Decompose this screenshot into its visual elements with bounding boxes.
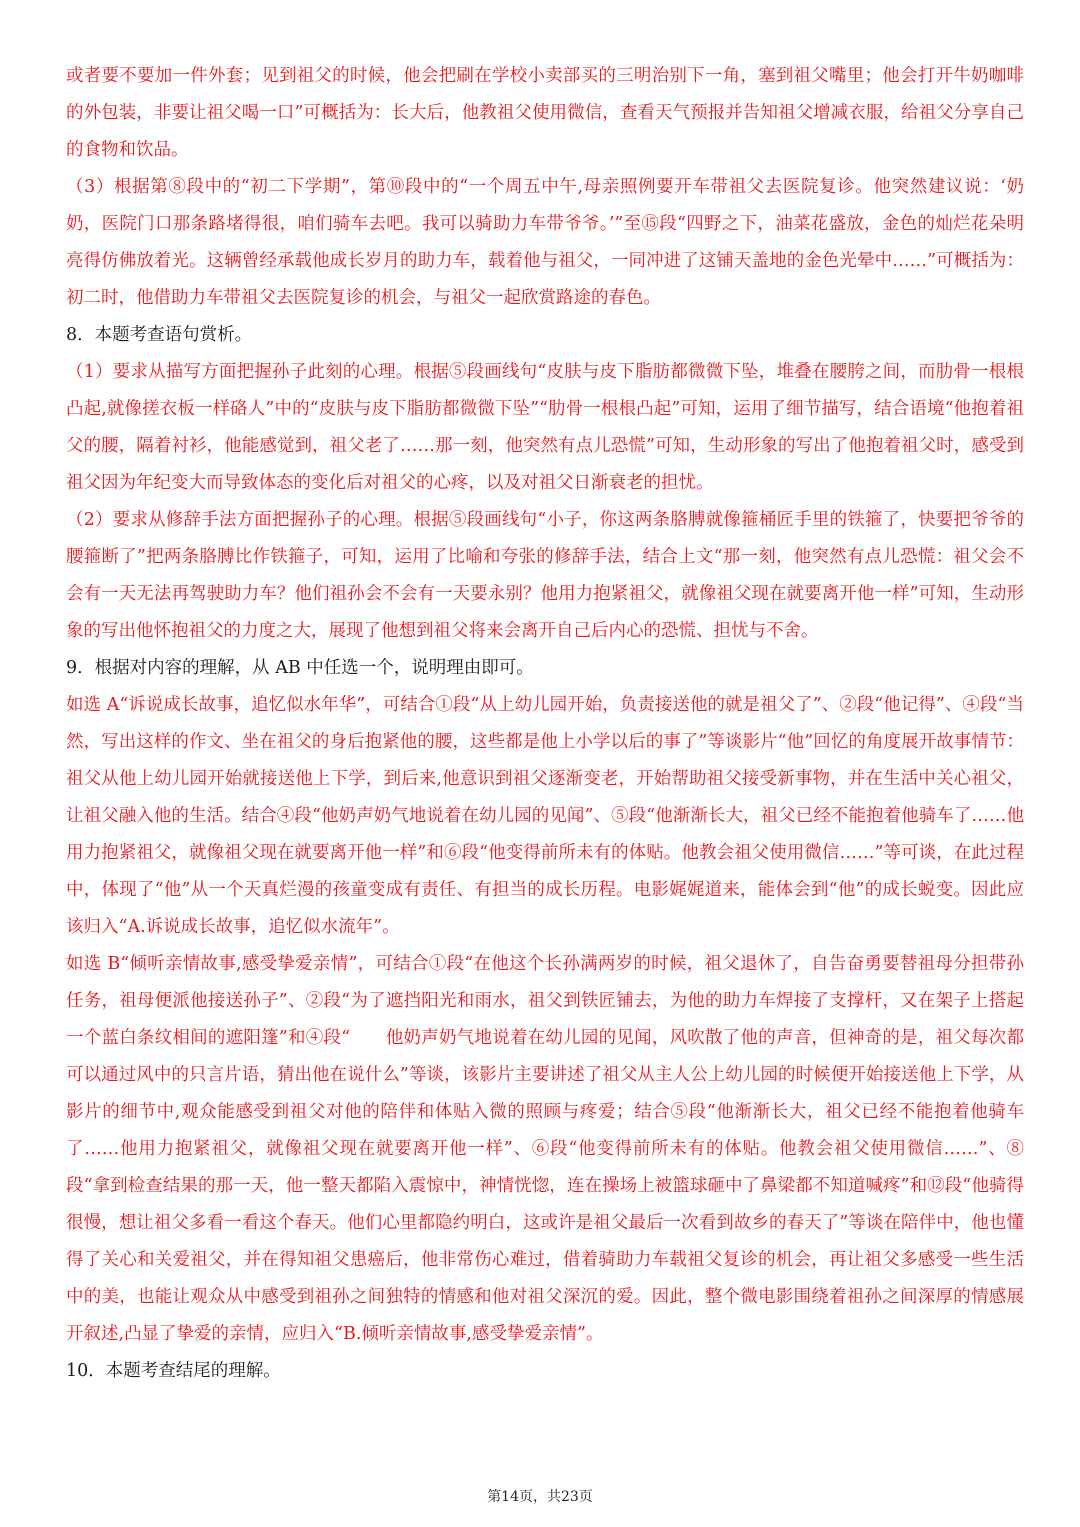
heading-question-8: 8．本题考查语句赏析。	[66, 325, 253, 345]
page-number-footer: 第14页，共23页	[487, 1489, 593, 1505]
heading-question-10: 10．本题考查结尾的理解。	[66, 1361, 281, 1381]
paragraph-answer-9-option-a: 如选 A“诉说成长故事，追忆似水年华”，可结合①段“从上幼儿园开始，负责接送他的就是祖父了”、②段“他记得”、④段“当然，写出这样的作文、坐在祖父的身后抱紧他的腰，这些都是他上小学以后的事了”等谈影片“他”回忆的角度展开故事情节：祖父从他上幼儿园开始就接送他上下学，到后来,他意识到祖父逐渐变老，开始帮助祖父接受新事物，并在生活中关心祖父，让祖父融入他的生活。结合④段“他奶声奶气地说着在幼儿园的见闻”、⑤段“他渐渐长大，祖父已经不能抱着他骑车了……他用力抱紧祖父，就像祖父现在就要离开他一样”和⑥段“他变得前所未有的体贴。他教会祖父使用微信……”等可谈，在此过程中，体现了“他”从一个天真烂漫的孩童变成有责任、有担当的成长历程。电影娓娓道来，能体会到“他”的成长蜕变。因此应该归入“A.诉说成长故事，追忆似水流年”。	[66, 695, 1024, 937]
paragraph-answer-8-1: （1）要求从描写方面把握孙子此刻的心理。根据⑤段画线句“皮肤与皮下脂肪都微微下坠，堆叠在腰胯之间，而肋骨一根根凸起,就像搓衣板一样硌人”中的“皮肤与皮下脂肪都微微下坠”“肋骨一根根凸起”可知，运用了细节描写，结合语境“他抱着祖父的腰，隔着衬衫，他能感觉到，祖父老了……那一刻，他突然有点儿恐慌”可知，生动形象的写出了他抱着祖父时，感受到祖父因为年纪变大而导致体态的变化后对祖父的心疼，以及对祖父日渐衰老的担忧。	[66, 362, 1024, 493]
answer-body	[66, 58, 1024, 1390]
paragraph-answer-7-3: （3）根据第⑧段中的“初二下学期”，第⑩段中的“一个周五中午,母亲照例要开车带祖父去医院复诊。他突然建议说：‘奶奶，医院门口那条路堵得很，咱们骑车去吧。我可以骑助力车带爷爷。’”至⑮段“四野之下，油菜花盛放，金色的灿烂花朵明亮得仿佛放着光。这辆曾经承载他成长岁月的助力车，载着他与祖父，一同冲进了这铺天盖地的金色光晕中……”可概括为：初二时，他借助力车带祖父去医院复诊的机会，与祖父一起欣赏路途的春色。	[66, 177, 1024, 308]
paragraph-answer-9-option-b: 如选 B“倾听亲情故事,感受挚爱亲情”，可结合①段“在他这个长孙满两岁的时候，祖父退休了，自告奋勇要替祖母分担带孙任务，祖母便派他接送孙子”、②段“为了遮挡阳光和雨水，祖父到铁匠铺去，为他的助力车焊接了支撑杆，又在架子上搭起一个蓝白条纹相间的遮阳篷”和④段“ 他奶声奶气地说着在幼儿园的见闻，风吹散了他的声音，但神奇的是，祖父每次都可以通过风中的只言片语，猜出他在说什么”等谈，该影片主要讲述了祖父从主人公上幼儿园的时候便开始接送他上下学，从影片的细节中,观众能感受到祖父对他的陪伴和体贴入微的照顾与疼爱；结合⑤段“他渐渐长大，祖父已经不能抱着他骑车了……他用力抱紧祖父，就像祖父现在就要离开他一样”、⑥段“他变得前所未有的体贴。他教会祖父使用微信……”、⑧段“拿到检查结果的那一天，他一整天都陷入震惊中，神情恍惚，连在操场上被篮球砸中了鼻梁都不知道喊疼”和⑫段“他骑得很慢，想让祖父多看一看这个春天。他们心里都隐约明白，这或许是祖父最后一次看到故乡的春天了”等谈在陪伴中，他也懂得了关心和关爱祖父，并在得知祖父患癌后，他非常伤心难过，借着骑助力车载祖父复诊的机会，再让祖父多感受一些生活中的美，也能让观众从中感受到祖孙之间独特的情感和他对祖父深沉的爱。因此，整个微电影围绕着祖孙之间深厚的情感展开叙述,凸显了挚爱的亲情，应归入“B.倾听亲情故事,感受挚爱亲情”。	[66, 954, 1024, 1344]
paragraph-answer-8-2: （2）要求从修辞手法方面把握孙子的心理。根据⑤段画线句“小子，你这两条胳膊就像箍桶匠手里的铁箍了，快要把爷爷的腰箍断了”把两条胳膊比作铁箍子，可知，运用了比喻和夸张的修辞手法，结合上文“那一刻，他突然有点儿恐慌：祖父会不会有一天无法再驾驶助力车？他们祖孙会不会有一天要永别？他用力抱紧祖父，就像祖父现在就要离开他一样”可知，生动形象的写出他怀抱祖父的力度之大，展现了他想到祖父将来会离开自己后内心的恐慌、担忧与不舍。	[66, 510, 1024, 641]
heading-question-9: 9．根据对内容的理解，从 AB 中任选一个，说明理由即可。	[66, 658, 534, 678]
paragraph-answer-7-2-cont: 或者要不要加一件外套；见到祖父的时候，他会把刷在学校小卖部买的三明治别下一角，塞到祖父嘴里；他会打开牛奶咖啡的外包装，非要让祖父喝一口”可概括为：长大后，他教祖父使用微信，查看天气预报并告知祖父增减衣服，给祖父分享自己的食物和饮品。	[66, 66, 1024, 160]
